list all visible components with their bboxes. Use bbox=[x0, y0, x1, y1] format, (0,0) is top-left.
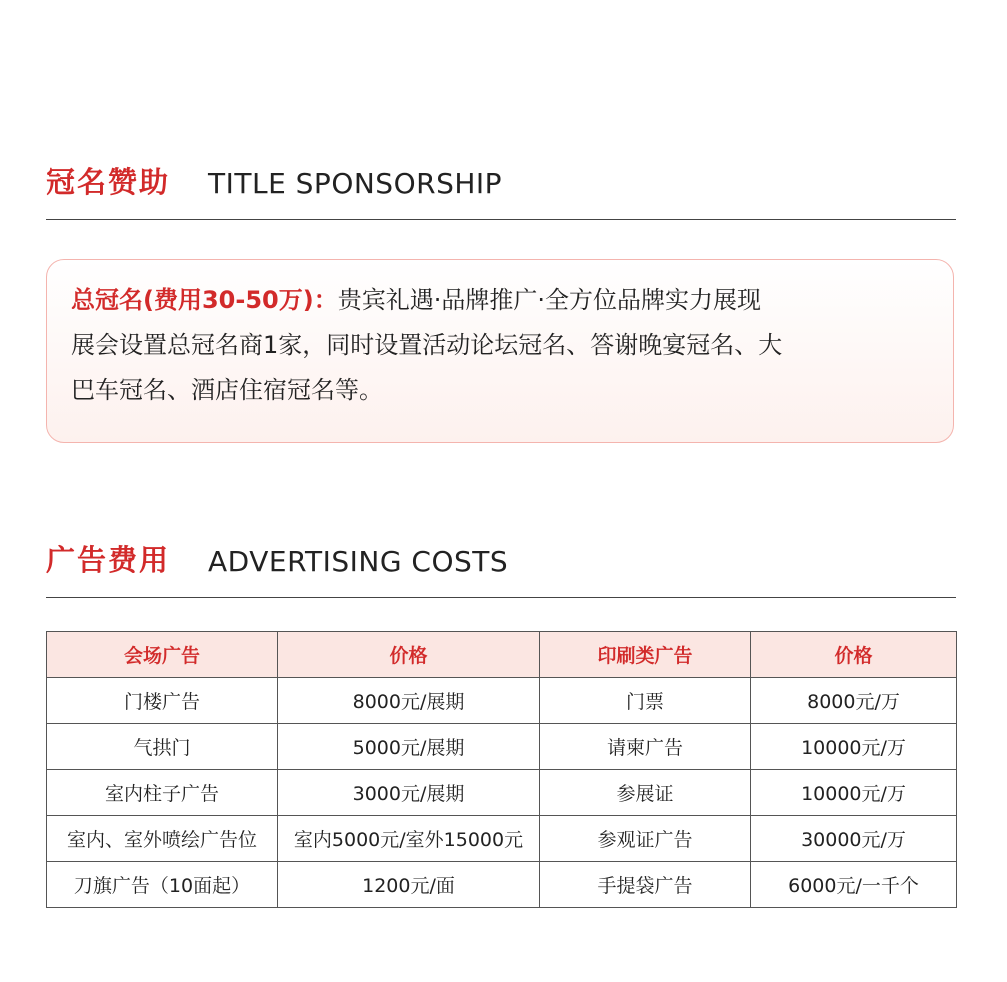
header-venue-ad: 会场广告 bbox=[47, 632, 278, 678]
sponsorship-box bbox=[46, 259, 954, 443]
table-cell: 1200元/面 bbox=[278, 862, 540, 908]
table-cell: 室内柱子广告 bbox=[47, 770, 278, 816]
table-cell: 手提袋广告 bbox=[540, 862, 751, 908]
header-price: 价格 bbox=[751, 632, 957, 678]
table-cell: 参观证广告 bbox=[540, 816, 751, 862]
sponsorship-line-1 bbox=[71, 278, 929, 323]
sponsorship-line-3: 巴车冠名、酒店住宿冠名等。 bbox=[71, 376, 383, 404]
table-row bbox=[47, 770, 957, 816]
advertising-costs-table bbox=[46, 631, 957, 908]
title-sponsorship-heading bbox=[46, 165, 956, 220]
table-row bbox=[47, 862, 957, 908]
table-header-row bbox=[47, 632, 957, 678]
table-cell: 门票 bbox=[540, 678, 751, 724]
table-cell: 门楼广告 bbox=[47, 678, 278, 724]
heading-cn: 广告费用 bbox=[46, 543, 171, 577]
table-row bbox=[47, 724, 957, 770]
heading-en: ADVERTISING COSTS bbox=[208, 545, 509, 578]
table-cell: 室内、室外喷绘广告位 bbox=[47, 816, 278, 862]
header-price: 价格 bbox=[278, 632, 540, 678]
table-cell: 气拱门 bbox=[47, 724, 278, 770]
table-cell: 参展证 bbox=[540, 770, 751, 816]
sponsorship-benefits: 贵宾礼遇·品牌推广·全方位品牌实力展现 bbox=[337, 286, 761, 314]
table-cell: 室内5000元/室外15000元 bbox=[278, 816, 540, 862]
table-cell: 30000元/万 bbox=[751, 816, 957, 862]
table-cell: 请柬广告 bbox=[540, 724, 751, 770]
sponsorship-line-2: 展会设置总冠名商1家，同时设置活动论坛冠名、答谢晚宴冠名、大 bbox=[71, 331, 783, 359]
table-cell: 3000元/展期 bbox=[278, 770, 540, 816]
heading-en: TITLE SPONSORSHIP bbox=[208, 167, 503, 200]
table-cell: 刀旗广告（10面起） bbox=[47, 862, 278, 908]
header-print-ad: 印刷类广告 bbox=[540, 632, 751, 678]
table-cell: 6000元/一千个 bbox=[751, 862, 957, 908]
table-cell: 10000元/万 bbox=[751, 770, 957, 816]
table-cell: 5000元/展期 bbox=[278, 724, 540, 770]
table-cell: 8000元/展期 bbox=[278, 678, 540, 724]
advertising-costs-heading bbox=[46, 543, 956, 598]
table-row bbox=[47, 678, 957, 724]
sponsorship-text bbox=[71, 278, 929, 413]
heading-cn: 冠名赞助 bbox=[46, 165, 171, 199]
table-cell: 10000元/万 bbox=[751, 724, 957, 770]
table-cell: 8000元/万 bbox=[751, 678, 957, 724]
sponsorship-highlight: 总冠名(费用30-50万)： bbox=[71, 286, 338, 314]
table-row bbox=[47, 816, 957, 862]
